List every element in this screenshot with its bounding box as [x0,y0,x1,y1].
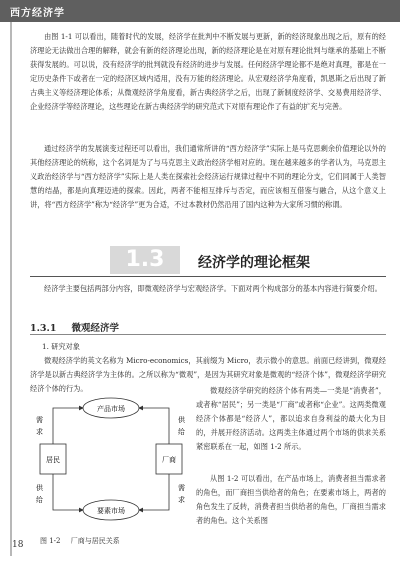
left-bottom-char: 供 [36,484,43,492]
left-mid-char: 求 [36,428,43,436]
left-top-char: 需 [36,416,43,424]
firms-label: 厂商 [162,456,176,464]
paragraph-6: 从图 1-2 可以看出，在产品市场上，消费者担当需求者的角色，而厂商担当供给者的角色；在要素市场上，两者的角色发生了反转，消费者担当供给者的角色，厂商担当需求者的角色。这个关系图 [196,474,386,525]
paragraph-3: 经济学主要包括两部分内容，即微观经济学与宏观经济学。下面对两个构成部分的基本内容进行简要介绍。 [44,284,382,293]
paragraph-4: 微观经济学的英文名称为 Micro-economics，其前缀为 Micro，表示微小的意思。前面已经讲到，微观经济学是以新古典经济学为主体的。之所以称为“微观”，是因为其研究对象是微观的“经济个体”，微观经济学研究经济个体的行为。 [30,356,386,393]
right-top-char: 供 [178,416,185,424]
paragraph-2: 通过经济学的发展演变过程还可以看出，我们通常所讲的“西方经济学”实际上是马克思剩余价值理论以外的其他经济理论的统称，这个名词是为了与马克思主义政治经济学相对应的。现在越来越多的学者认为，马克思主义政治经济学与“西方经济学”实际上是人类在探索社会经济运行规律过程中不同的理论分支，它们同属于人类智慧的结晶，都是向真理迈进的探索。因此，两者不能相互排斥与否定，而应该相互借鉴与融合，从这个意义上讲，将“西方经济学”称为“经济学”更为合适，不过本教材仍然沿用了国内这种为大家所习惯的称谓。 [30,144,386,209]
subsection-title: 微观经济学 [71,323,120,334]
firm-household-diagram [30,394,192,524]
section-number: 1.3 [110,246,180,274]
supply-arrow-bottom-left [53,474,83,510]
subsection-number: 1.3.1 [30,323,57,334]
right-bottom2-char: 求 [178,496,185,504]
supply-arrow-top-right [139,408,169,444]
right-bottom-char: 需 [178,484,185,492]
page-header [0,0,400,22]
page-number: 18 [12,540,24,550]
residents-label: 居民 [46,456,60,464]
section-title: 经济学的理论框架 [198,255,310,271]
figure-number: 图 1-2 [40,537,61,545]
figure-caption [40,536,120,546]
running-header-title: 西方经济学 [10,8,65,19]
product-market-label: 产品市场 [97,405,125,413]
figure-caption-text: 厂商与居民关系 [70,537,120,545]
factor-market-label: 要素市场 [97,507,125,515]
paragraph-5: 微观经济学研究的经济个体有两类—一类是“消费者”，或者称“居民”；另一类是“厂商”或者称“企业”。这两类微观经济个体都是“经济人”，都以追求自身利益的最大化为目的，并展开经济活动。这两类主体通过两个市场的供求关系紧密联系在一起，如图 1-2 所示。 [196,386,386,451]
demand-arrow-bottom-right [139,474,169,510]
paragraph-1: 由图 1-1 可以看出，随着时代的发展，经济学在批判中不断发展与更新，新的经济现象出现之后，原有的经济理论无法做出合理的解释，就会有新的经济理论出现，新的经济理论是在对原有理论批判与继承的基础上不断获得发展的。可以说，没有经济学的批判就没有经济的进步与发展。任何经济学理论都不是绝对真理，都是在一定历史条件下或者在一定的经济区域内适用，没有万能的经济理论。从宏观经济学角度看，凯恩斯之后出现了新古典主义等经济理论体系；从微观经济学角度看，新古典经济学之后，出现了新制度经济学、交易费用经济学、企业经济学等经济理论，这些理论在新古典经济学的研究范式下对原有理论作了有益的扩充与完善。 [30,32,386,111]
right-mid-char: 给 [178,428,185,436]
demand-arrow-top-left [53,408,83,444]
item-heading: 1. 研究对象 [42,342,80,351]
margin-rule [10,22,12,556]
section-heading [30,244,386,277]
left-bottom2-char: 给 [36,496,43,504]
subsection-heading [30,316,386,335]
